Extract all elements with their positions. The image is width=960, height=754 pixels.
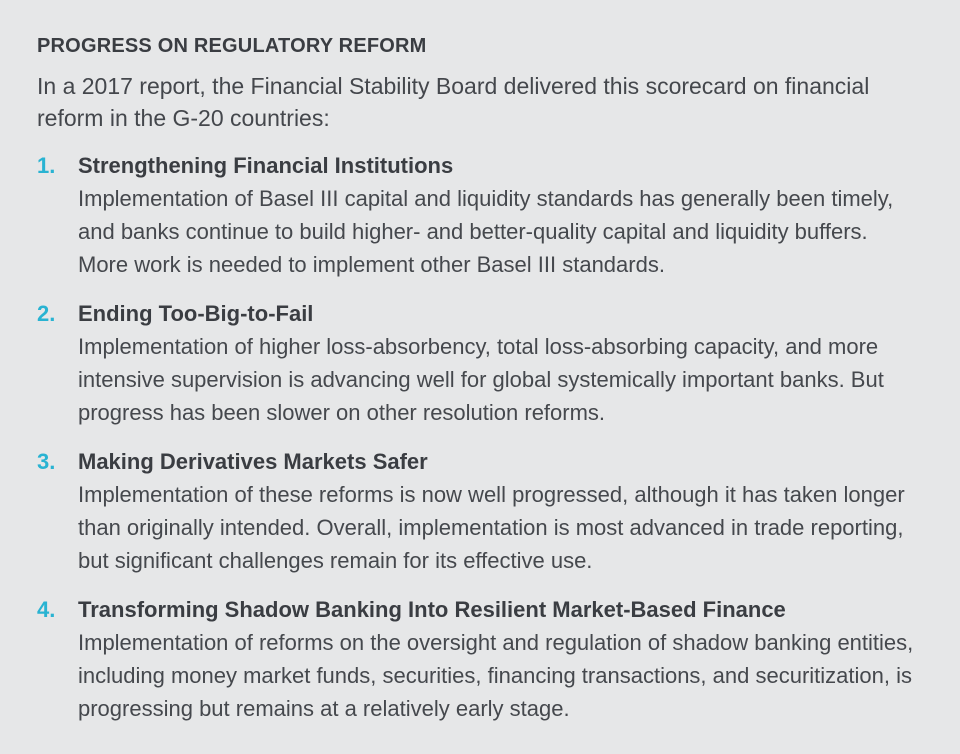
item-number: 2. xyxy=(37,301,56,326)
list-item xyxy=(37,150,920,281)
item-number: 4. xyxy=(37,597,56,622)
list-item xyxy=(37,298,920,429)
item-title: Strengthening Financial Institutions xyxy=(78,153,454,178)
item-body xyxy=(78,150,920,281)
reform-list xyxy=(37,150,920,725)
item-number: 3. xyxy=(37,449,56,474)
list-item xyxy=(37,446,920,577)
item-description: Implementation of Basel III capital and liquidity standards has generally been timely, and banks continue to build higher- and better-quality capital and liquidity buffers. More work is needed to implement other Basel III standards. xyxy=(78,186,894,277)
item-description: Implementation of these reforms is now well progressed, although it has taken longer than originally intended. Overall, implementation is most advanced in trade reporting, but significant challenges remain for its effective use. xyxy=(78,482,905,573)
item-title: Making Derivatives Markets Safer xyxy=(78,449,428,474)
item-body xyxy=(78,446,920,577)
panel-heading: PROGRESS ON REGULATORY REFORM xyxy=(37,35,427,57)
list-item xyxy=(37,594,920,725)
item-number: 1. xyxy=(37,153,56,178)
item-description: Implementation of higher loss-absorbency, total loss-absorbing capacity, and more intensive supervision is advancing well for global systemically important banks. But progress has been slower on other resolution reforms. xyxy=(78,334,884,425)
intro-text: In a 2017 report, the Financial Stability Board delivered this scorecard on financial reform in the G-20 countries: xyxy=(37,73,870,131)
item-body xyxy=(78,298,920,429)
item-title: Transforming Shadow Banking Into Resilient Market-Based Finance xyxy=(78,597,786,622)
item-title: Ending Too-Big-to-Fail xyxy=(78,301,314,326)
item-body xyxy=(78,594,920,725)
item-description: Implementation of reforms on the oversight and regulation of shadow banking entities, including money market funds, securities, financing transactions, and securitization, is progressing but remains at a relatively early stage. xyxy=(78,630,914,721)
